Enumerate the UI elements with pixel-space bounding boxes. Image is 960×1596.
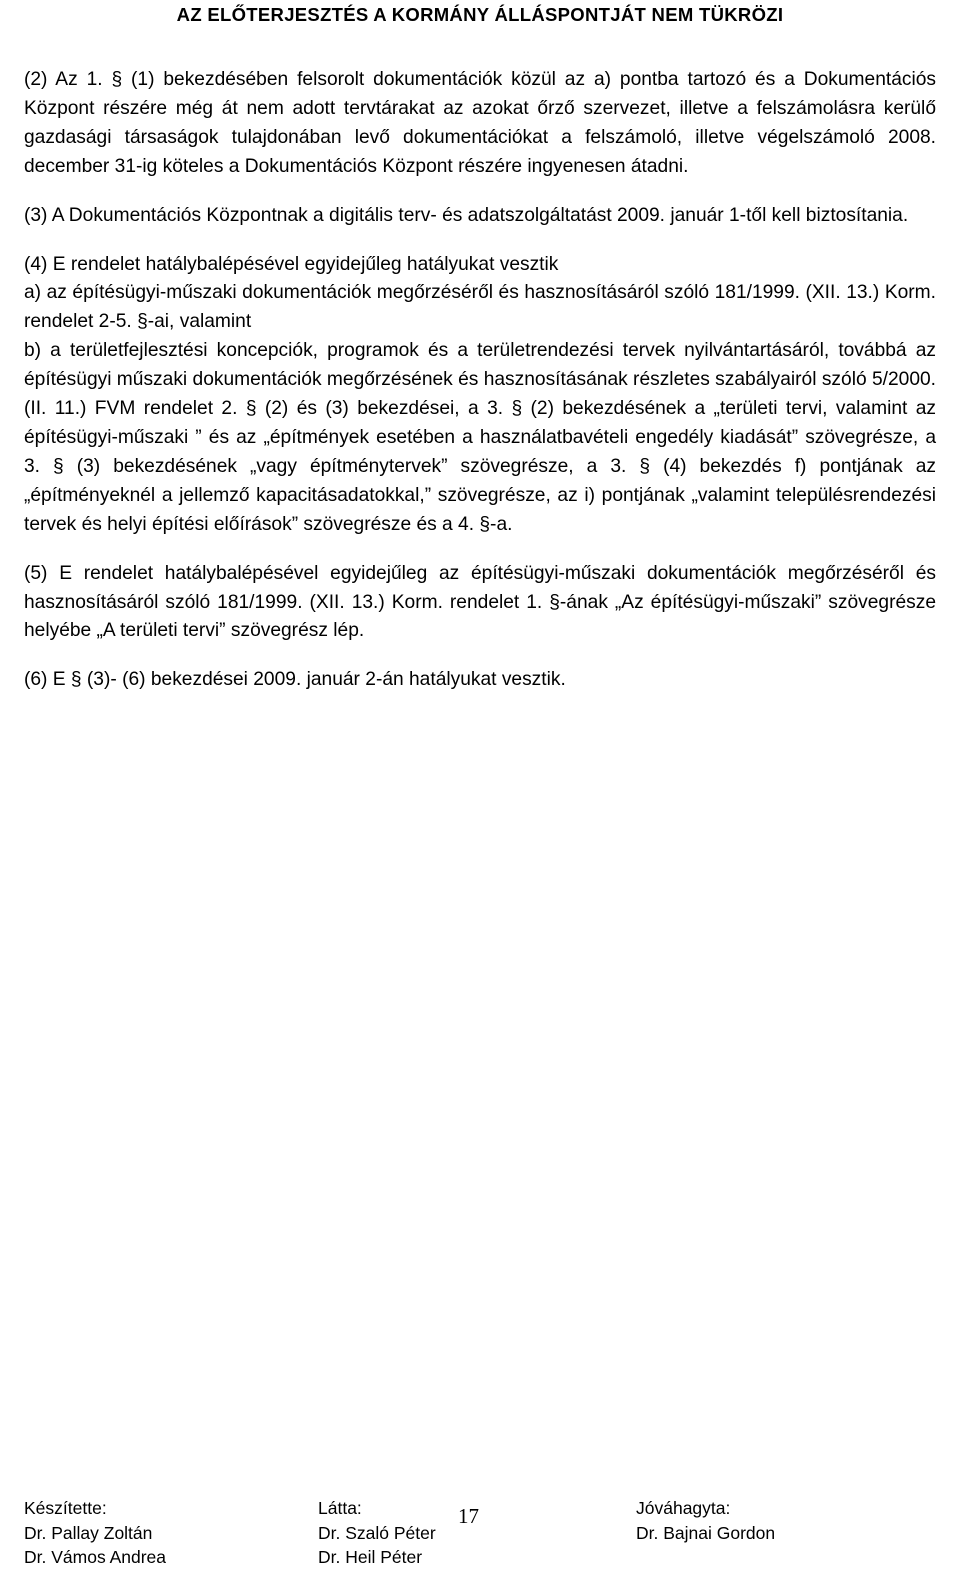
document-header: AZ ELŐTERJESZTÉS A KORMÁNY ÁLLÁSPONTJÁT NEM TÜKRÖZI: [176, 4, 784, 25]
footer-prepared-by: [24, 1496, 166, 1570]
paragraph-4-point-a: a) az építésügyi-műszaki dokumentációk megőrzéséről és hasznosításáról szóló 181/1999. (XII. 13.) Korm. rendelet 2-5. §-ai, valamint: [24, 282, 936, 333]
prepared-label: Készítette:: [24, 1498, 107, 1518]
paragraph-4-intro: (4) E rendelet hatálybalépésével egyidejűleg hatályukat vesztik: [24, 253, 559, 275]
paragraph-4-point-b: b) a területfejlesztési koncepciók, programok és a területrendezési tervek nyilvántartásáról, továbbá az építésügyi műszaki dokumentációk megőrzésének és hasznosításának részletes szabályairól szóló 5/2000. (II. 11.) FVM rendelet 2. § (2) és (3) bekezdései, a 3. § (2) bekezdésének a „területi tervi, valamint az építésügyi-műszaki ” és az „építmények esetében a használatbavételi engedély kiadását” szövegrésze, a 3. § (3) bekezdésének „vagy építménytervek” szövegrésze, a 3. § (4) bekezdés f) pontjának az „építményeknél a jellemző kapacitásadatokkal,” szövegrésze, az i) pontjának „valamint településrendezési tervek és helyi építési előírások” szövegrésze és a 4. §-a.: [24, 340, 936, 535]
paragraph-3: (3) A Dokumentációs Központnak a digitális terv- és adatszolgáltatást 2009. január 1-től kell biztosítania.: [24, 204, 909, 226]
footer-approved-by: [636, 1496, 775, 1545]
seen-name-1: Dr. Szaló Péter: [318, 1522, 436, 1543]
paragraph-6: (6) E § (3)- (6) bekezdései 2009. január 2-án hatályukat vesztik.: [24, 669, 566, 691]
prepared-name-1: Dr. Pallay Zoltán: [24, 1522, 153, 1543]
paragraph-5: (5) E rendelet hatálybalépésével egyidejűleg az építésügyi-műszaki dokumentációk megőrzéséről és hasznosításáról szóló 181/1999. (XII. 13.) Korm. rendelet 1. §-ának „Az építésügyi-műszaki” szövegrésze helyébe „A területi tervi” szövegrész lép.: [24, 562, 936, 642]
footer-seen-by: [318, 1496, 436, 1570]
approved-label: Jóváhagyta:: [636, 1498, 731, 1518]
paragraph-2: (2) Az 1. § (1) bekezdésében felsorolt dokumentációk közül az a) pontba tartozó és a Dokumentációs Központ részére még át nem adott tervtárakat az azokat őrző szervezet, illetve a felszámolásra kerülő gazdasági társaságok tulajdonában levő dokumentációkat a felszámoló, illetve végelszámoló 2008. december 31-ig köteles a Dokumentációs Központ részére ingyenesen átadni.: [24, 69, 936, 177]
prepared-name-2: Dr. Vámos Andrea: [24, 1547, 167, 1567]
seen-name-2: Dr. Heil Péter: [318, 1547, 423, 1567]
approved-name-1: Dr. Bajnai Gordon: [636, 1522, 776, 1543]
document-body: [24, 66, 936, 715]
page-number: 17: [458, 1504, 479, 1528]
paragraph-4: [24, 251, 936, 540]
seen-label: Látta:: [318, 1498, 362, 1518]
